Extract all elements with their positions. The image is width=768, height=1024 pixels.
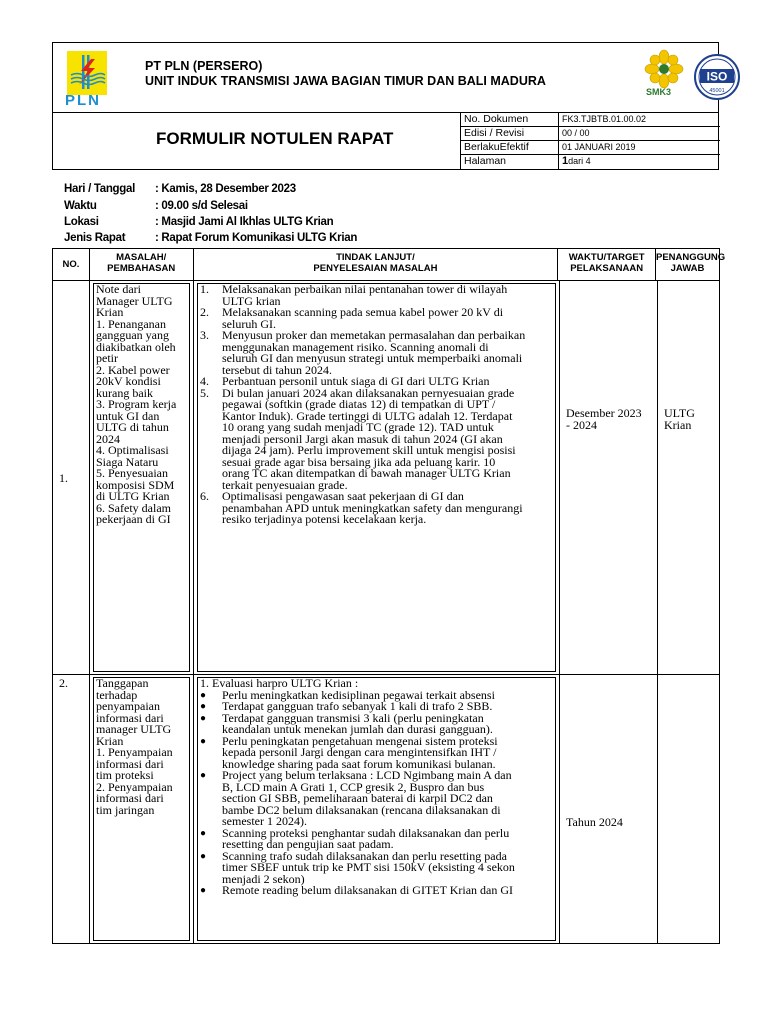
header-line: MASALAH/ — [116, 252, 167, 263]
tindak-bullet-item — [200, 710, 553, 736]
masalah-line: informasi dari — [96, 710, 164, 725]
page-number: 1 — [562, 155, 569, 167]
iso-text: ISO — [706, 69, 728, 84]
bullet-icon: ● — [200, 701, 207, 712]
item-line: kepada personil Jargi dengan cara mengintensifkan IHT / — [222, 745, 497, 759]
tindak-item — [200, 491, 553, 526]
masalah-line: 4. Optimalisasi — [96, 443, 169, 457]
item-line: pegawai (softkin (grade diatas 12) di tempatkan di UPT / — [222, 397, 496, 411]
header-masalah — [90, 249, 194, 280]
org-unit: UNIT INDUK TRANSMISI JAWA BAGIAN TIMUR DAN BALI MADURA — [145, 74, 546, 88]
pj-cell — [658, 675, 719, 943]
item-line: knowledge sharing pada saat forum komunikasi bulanan. — [222, 756, 496, 771]
tindak-bullet-item — [200, 848, 553, 886]
masalah-line: kurang baik — [96, 385, 153, 400]
item-line: Remote reading belum dilaksanakan di GITET Krian dan GI — [222, 883, 514, 897]
header-top — [53, 43, 728, 113]
minutes-table — [52, 248, 726, 944]
item-line: tersebut di tahun 2024. — [222, 362, 332, 377]
item-line: Melaksanakan perbaikan nilai pentanahan tower di wilayah — [222, 282, 508, 296]
masalah-line: 3. Program kerja — [96, 397, 177, 411]
masalah-line: penyampaian — [96, 699, 160, 713]
item-line: menjadi 2 sekon) — [222, 871, 305, 886]
header-no: NO. — [53, 249, 90, 280]
tindak-item — [200, 307, 553, 330]
waktu-text — [566, 408, 651, 431]
item-number: 3. — [200, 328, 209, 342]
tindak-cell — [194, 675, 560, 943]
info-key: Hari / Tanggal — [64, 183, 135, 195]
org-name: PT PLN (PERSERO) — [145, 59, 263, 73]
masalah-line: 2024 — [96, 431, 120, 446]
pln-logo-text: PLN — [65, 92, 101, 109]
header-line: PENYELESAIAN MASALAH — [313, 263, 438, 274]
masalah-line: 1. Penyampaian — [96, 745, 173, 759]
document-meta-table — [460, 113, 720, 169]
row-no: 2. — [59, 676, 68, 690]
waktu-text — [566, 817, 651, 829]
item-text — [222, 284, 553, 307]
header-line: JAWAB — [670, 263, 705, 274]
item-line: seluruh GI. — [222, 316, 276, 331]
item-line: Di bulan januari 2024 akan dilaksanakan pernyesuaian grade — [222, 385, 515, 400]
item-line: sesuai grade agar bisa bersaing jika ada peluang karir. 10 — [222, 454, 496, 469]
meta-label: BerlakuEfektif — [461, 141, 559, 154]
item-line: orang TC akan ditempatkan di bawah manager ULTG Krian — [222, 466, 511, 480]
masalah-line: Krian — [96, 733, 124, 748]
item-text — [222, 848, 553, 886]
bullet-icon: ● — [200, 689, 207, 701]
meta-value: FK3.TJBTB.01.00.02 — [562, 114, 647, 124]
item-line: Melaksanakan scanning pada semua kabel power 20 kV di — [222, 305, 504, 319]
tindak-bullet-item — [200, 825, 553, 851]
bullet-icon: ● — [200, 827, 207, 839]
masalah-line: diakibatkan oleh — [96, 339, 176, 354]
item-line: semester 1 2024). — [222, 814, 307, 828]
item-line: Perlu peningkatan pengetahuan mengenai sistem proteksi — [222, 733, 498, 748]
waktu-line: Tahun 2024 — [566, 815, 623, 829]
tindak-item — [200, 284, 553, 307]
masalah-cell — [90, 675, 194, 943]
waktu-line: - 2024 — [566, 417, 597, 432]
masalah-line: 1. Penanganan — [96, 316, 166, 331]
meta-value: 01 JANUARI 2019 — [562, 142, 636, 152]
info-key: Waktu — [64, 200, 97, 212]
masalah-line: komposisi SDM — [96, 477, 175, 492]
masalah-text — [96, 284, 187, 526]
item-text — [222, 825, 553, 851]
item-text — [222, 385, 553, 492]
masalah-line: tim jaringan — [96, 802, 155, 817]
waktu-cell — [560, 281, 658, 674]
masalah-line: untuk GI dan — [96, 408, 160, 423]
info-value: : Masjid Jami Al Ikhlas ULTG Krian — [155, 216, 334, 228]
tindak-item — [200, 330, 553, 376]
item-line: timer SBEF untuk trip ke PMT sisi 150kV (eksisting 4 sekon — [222, 860, 515, 874]
meta-row — [461, 113, 720, 127]
tindak-list — [200, 678, 553, 897]
item-number: 4. — [200, 374, 209, 388]
item-line: Kantor Induk). Grade tertinggi di ULTG adalah 12. Terdapat — [222, 408, 513, 423]
item-number: 5. — [200, 385, 209, 400]
masalah-line: 5. Penyesuaian — [96, 466, 168, 480]
meta-label: Edisi / Revisi — [461, 127, 559, 140]
tindak-bullet-item — [200, 885, 553, 897]
tindak-item — [200, 385, 553, 492]
item-line: 10 orang yang sudah menjadi TC (grade 12). TAD untuk — [222, 420, 494, 434]
masalah-line: Tanggapan — [96, 676, 149, 690]
masalah-line: Siaga Nataru — [96, 454, 159, 469]
page-total: dari 4 — [568, 156, 591, 166]
info-key: Jenis Rapat — [64, 232, 126, 244]
item-line: terkait penyesuaian grade. — [222, 477, 348, 492]
item-text — [222, 885, 553, 897]
info-value: : 09.00 s/d Selesai — [155, 200, 248, 212]
header-line: PELAKSANAAN — [570, 263, 644, 274]
meta-row — [461, 127, 720, 141]
header-tindak-lanjut — [194, 249, 559, 280]
masalah-line: 2. Kabel power — [96, 362, 170, 377]
info-value: : Rapat Forum Komunikasi ULTG Krian — [155, 232, 358, 244]
tindak-title: 1. Evaluasi harpro ULTG Krian : — [200, 676, 359, 690]
bullet-icon: ● — [200, 770, 207, 781]
header-bottom — [53, 113, 718, 169]
item-text — [222, 770, 553, 828]
iso-code: 45001 — [709, 88, 725, 94]
meta-label: Halaman — [461, 155, 559, 169]
masalah-line: manager ULTG — [96, 722, 172, 736]
row-no-cell — [53, 675, 90, 943]
item-line: Menyusun proker dan memetakan permasalahan dan perbaikan — [222, 328, 526, 342]
item-line: Perlu meningkatkan kedisiplinan pegawai terkait absensi — [222, 687, 495, 702]
item-line: resiko terjadinya potensi kecelakaan kerja. — [222, 512, 427, 526]
item-line: Perbantuan personil untuk siaga di GI dari ULTG Krian — [222, 374, 490, 388]
pj-cell — [658, 281, 719, 674]
item-line: bambe DC2 belum dilaksanakan (rencana dilaksanakan di — [222, 802, 501, 817]
item-text — [222, 710, 553, 736]
iso-logo-icon — [693, 53, 741, 101]
form-title: FORMULIR NOTULEN RAPAT — [156, 129, 394, 148]
masalah-line: Krian — [96, 305, 124, 319]
row-no: 1. — [59, 471, 68, 485]
meta-row — [461, 155, 720, 169]
bullet-icon: ● — [200, 712, 207, 724]
header-waktu — [558, 249, 656, 280]
masalah-cell — [90, 281, 194, 674]
item-line: menggunakan management risiko. Scanning anomali di — [222, 339, 489, 354]
item-line: Terdapat gangguan trafo sebanyak 1 kali di trafo 2 SBB. — [222, 699, 493, 713]
table-header — [53, 249, 726, 281]
tindak-list — [200, 284, 553, 526]
masalah-line: 6. Safety dalam — [96, 500, 171, 515]
item-line: penambahan APD untuk meningkatkan safety dan mengurangi — [222, 500, 523, 515]
masalah-line: tim proteksi — [96, 768, 154, 782]
item-line: menjadi personil Jargi akan masuk di tahun 2024 (GI akan — [222, 431, 503, 446]
pj-text: ULTG Krian — [664, 406, 695, 432]
item-line: Scanning proteksi penghantar sudah dilaksanakan dan perlu — [222, 825, 510, 840]
item-line: seluruh GI dan menyusun strategi untuk memperbaiki anomali — [222, 351, 523, 365]
tindak-bullet-item — [200, 770, 553, 828]
item-line: Project yang belum terlaksana : LCD Ngimbang main A dan — [222, 768, 512, 782]
item-number: 6. — [200, 489, 209, 503]
masalah-line: informasi dari — [96, 756, 164, 771]
tindak-bullet-item — [200, 733, 553, 771]
masalah-line: terhadap — [96, 687, 138, 702]
masalah-line: ULTG di tahun — [96, 420, 169, 434]
item-line: keandalan untuk menekan jumlah dan durasi gangguan). — [222, 722, 493, 736]
item-line: Terdapat gangguan transmisi 3 kali (perlu peningkatan — [222, 710, 484, 725]
masalah-line: petir — [96, 351, 118, 365]
meta-value — [559, 155, 720, 169]
table-row — [53, 281, 719, 675]
bullet-icon: ● — [200, 735, 207, 747]
item-line: Scanning trafo sudah dilaksanakan dan perlu resetting pada — [222, 848, 507, 863]
row-no-cell — [53, 281, 90, 674]
smk3-logo-text: SMK3 — [646, 87, 672, 97]
waktu-line: Desember 2023 — [566, 406, 642, 420]
meta-label: No. Dokumen — [461, 113, 559, 126]
masalah-line: informasi dari — [96, 791, 164, 805]
document-header — [52, 42, 728, 170]
masalah-line: di ULTG Krian — [96, 489, 170, 503]
header-line: TINDAK LANJUT/ — [336, 252, 415, 263]
masalah-line: gangguan yang — [96, 328, 169, 342]
header-penanggung-jawab — [655, 249, 726, 280]
item-line: B, LCD main A Grati 1, CCP gresik 2, Buspro dan bus — [222, 779, 485, 794]
table-row — [53, 675, 719, 943]
header-line: PENANGGUNG — [655, 252, 726, 263]
item-text — [222, 330, 553, 376]
item-text — [222, 733, 553, 771]
masalah-line: pekerjaan di GI — [96, 512, 171, 526]
info-key: Lokasi — [64, 216, 99, 228]
meta-row — [461, 141, 720, 155]
item-line: section GI SBB, pemeliharaan baterai di karpil DC2 dan — [222, 791, 493, 805]
item-line: Optimalisasi pengawasan saat pekerjaan di GI dan — [222, 489, 464, 503]
tindak-cell — [194, 281, 560, 674]
header-line: PEMBAHASAN — [107, 263, 176, 274]
item-number: 1. — [200, 282, 209, 296]
item-number: 2. — [200, 305, 209, 319]
bullet-icon: ● — [200, 885, 207, 896]
item-text — [222, 307, 553, 330]
header-line: WAKTU/TARGET — [568, 252, 645, 263]
masalah-text — [96, 678, 187, 816]
masalah-line: Manager ULTG — [96, 293, 173, 308]
bullet-icon: ● — [200, 850, 207, 862]
waktu-cell — [560, 675, 658, 943]
item-line: ULTG krian — [222, 293, 281, 308]
info-value: : Kamis, 28 Desember 2023 — [155, 183, 296, 195]
item-line: resetting dan pengujian saat padam. — [222, 837, 394, 851]
item-line: dijaga 24 jam). Perlu improvement skill untuk mengisi posisi — [222, 443, 516, 457]
masalah-line: 2. Penyampaian — [96, 779, 173, 794]
masalah-line: 20kV kondisi — [96, 374, 161, 388]
meta-value: 00 / 00 — [562, 128, 590, 138]
masalah-line: Note dari — [96, 282, 141, 296]
item-text — [222, 491, 553, 526]
